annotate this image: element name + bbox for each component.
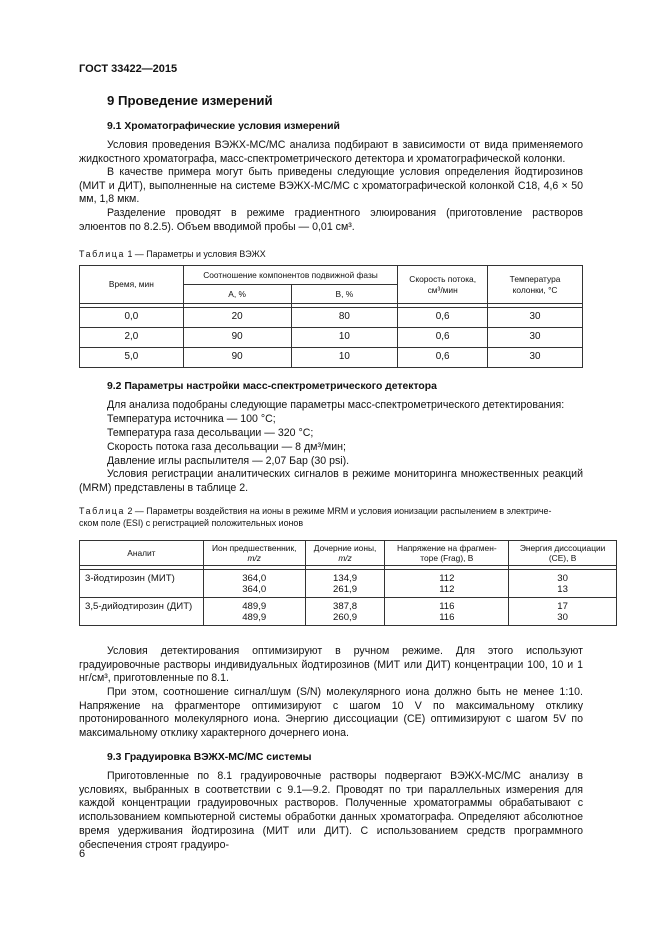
section-9-title: 9 Проведение измерений: [107, 93, 273, 108]
table-header-cell: Время, мин: [80, 266, 184, 304]
table-header-cell: Ион предшественник, m/z: [203, 541, 305, 566]
text-line: Температура источника — 100 °С;: [107, 413, 276, 425]
page-number: 6: [79, 848, 86, 860]
table-header-cell: Скорость потока, см³/мин: [398, 266, 488, 304]
paragraph: Приготовленные по 8.1 градуировочные растворы подвергают ВЭЖХ-МС/МС анализу в условиях, выбранных в соответствии с 9.1—9.2. Проводят по три параллельных измерения для каждой концентрации градуировочных растворов. Полученные хроматограммы обрабатывают с использованием компьютерной системы обработки данных хроматографа. Определяют абсолютное время удерживания йодтирозина (МИТ или ДИТ). С использованием средств программного обеспечения строят градуиро-: [79, 770, 583, 851]
table-header-cell: Энергия диссоциации (CE), В: [509, 541, 617, 566]
table-header-cell: Аналит: [80, 541, 204, 566]
document-code: ГОСТ 33422—2015: [79, 63, 178, 75]
table-caption-label: Таблица: [79, 249, 125, 259]
text-line: Давление иглы распылителя — 2,07 Бар (30 psi).: [107, 455, 350, 467]
table-caption-label: Таблица: [79, 506, 125, 516]
paragraph: Условия регистрации аналитических сигналов в режиме мониторинга множественных реакций (MRM) представлены в таблице 2.: [79, 468, 583, 494]
table-caption-text: 1 — Параметры и условия ВЭЖХ: [127, 249, 266, 259]
table-header-cell: Температура колонки, °С: [488, 266, 583, 304]
section-9-3-title: 9.3 Градуировка ВЭЖХ-МС/МС системы: [107, 752, 312, 763]
table-header-cell: Напряжение на фрагмен- торе (Frag), В: [385, 541, 509, 566]
table-row: 5,0 90 10 0,6 30: [80, 348, 583, 368]
section-9-2-title: 9.2 Параметры настройки масс-спектрометрического детектора: [107, 381, 437, 392]
table-header-cell: Дочерние ионы, m/z: [305, 541, 385, 566]
table-row: 3-йодтирозин (МИТ) 364,0 364,0 134,9 261,9 112 112 30 13: [80, 570, 617, 598]
table-header-cell: Соотношение компонентов подвижной фазы: [183, 266, 397, 285]
paragraph: Разделение проводят в режиме градиентного элюирования (приготовление растворов элюентов по 8.2.5). Объем вводимой пробы — 0,01 см³.: [79, 207, 583, 233]
text-line: Для анализа подобраны следующие параметры масс-спектрометрического детектирования:: [107, 399, 565, 411]
table-1-caption: [79, 249, 266, 261]
text-line: Температура газа десольвации — 320 °С;: [107, 427, 314, 439]
paragraph: В качестве примера могут быть приведены следующие условия определения йодтирозинов (МИТ и ДИТ), выполненные на системе ВЭЖХ-МС/МС с хроматографической колонкой С18, 4,6 × 50 мм, 1,8 мкм.: [79, 166, 583, 206]
table-row: 3,5-дийодтирозин (ДИТ) 489,9 489,9 387,8 260,9 116 116 17 30: [80, 598, 617, 626]
paragraph: Условия проведения ВЭЖХ-МС/МС анализа подбирают в зависимости от вида применяемого жидкостного хроматографа, масс-спектрометрического детектора и хроматографической колонки.: [79, 139, 583, 165]
paragraph: При этом, соотношение сигнал/шум (S/N) молекулярного иона должно быть не менее 1:10. Напряжение на фрагменторе оптимизируют с шагом 10 V по максимальному отклику протонированного молекулярного иона. Энергию диссоциации (CE) оптимизируют с шагом 5V по максимальному отклику характерного дочернего иона.: [79, 686, 583, 740]
section-9-1-title: 9.1 Хроматографические условия измерений: [107, 121, 340, 132]
table-header-cell: В, %: [291, 285, 398, 304]
paragraph: Условия детектирования оптимизируют в ручном режиме. Для этого используют градуировочные растворы индивидуальных йодтирозинов (МИТ или ДИТ) концентрации 100, 10 и 1 нг/см³, приготовленные по 8.1.: [79, 645, 583, 685]
table-row: 2,0 90 10 0,6 30: [80, 328, 583, 348]
table-2: [79, 540, 617, 626]
text-line: Скорость потока газа десольвации — 8 дм³/мин;: [107, 441, 346, 453]
table-2-caption: Таблица 2 — Параметры воздействия на ионы в режиме MRM и условия ионизации распылением в электриче- ском поле (ESI) с регистрацией положительных ионов: [79, 506, 552, 528]
table-header-cell: А, %: [183, 285, 291, 304]
table-row: 0,0 20 80 0,6 30: [80, 308, 583, 328]
table-1: [79, 265, 583, 368]
